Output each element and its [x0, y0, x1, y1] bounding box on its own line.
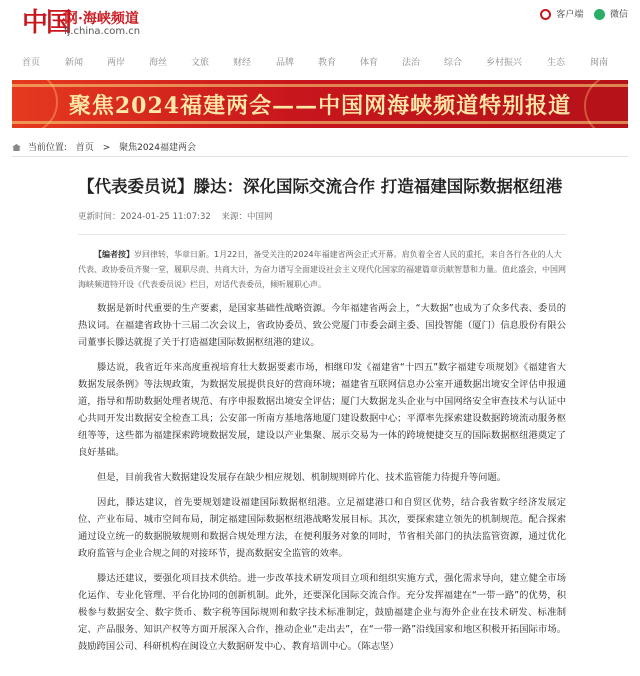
editor-note: [78, 247, 566, 292]
nav-item-ecology[interactable]: 生态: [547, 58, 566, 68]
article-body: [78, 300, 566, 655]
wechat-link[interactable]: [594, 7, 628, 20]
nav-item-maritime-silk[interactable]: 海丝: [149, 58, 168, 68]
site-url: fj.china.com.cn: [64, 26, 141, 37]
divider: [12, 156, 628, 157]
article-title: 【代表委员说】滕达：深化国际交流合作 打造福建国际数据枢纽港: [78, 177, 563, 196]
banner-stripe-top: [12, 84, 628, 87]
wechat-label: 微信: [609, 10, 628, 20]
header-links: [532, 7, 628, 20]
home-icon: [12, 144, 21, 151]
client-app-icon: [540, 9, 551, 20]
nav-item-sports[interactable]: 体育: [360, 58, 379, 68]
article-paragraph: 数据是新时代重要的生产要素，是国家基础性战略资源。今年福建省两会上，“大数据”也成为了众多代表、委员的热议词。在福建省政协十三届二次会议上，省政协委员、致公党厦门市委会副主委、国投智能（厦门）信息股份有限公司董事长滕达就提了关于打造福建国际数据枢纽港的建议。: [78, 303, 566, 348]
breadcrumb-home-link[interactable]: 首页: [75, 143, 94, 153]
breadcrumb-separator: >: [102, 143, 111, 153]
article-paragraph: 滕达说，我省近年来高度重视培育壮大数据要素市场，相继印发《福建省“十四五”数字福建专项规划》《福建省大数据发展条例》等法规政策，为数据发展提供良好的营商环境；福建省互联网信息办公室开通数据出境安全评估申报通道，指导和帮助数据处理者规范、有序申报数据出境安全评估；厦门大数据龙头企业与中国网络安全审查技术与认证中心共同开发出数据安全检查工具；公安部一所南方基地落地厦门建设数据中心；平潭率先探索建设数据跨境流动服务枢纽等等，这些都为福建探索跨境数据发展，建设以产业集聚、展示交易为一体的跨境便捷交互的国际数据枢纽港奠定了良好基础。: [78, 362, 566, 458]
client-link[interactable]: [540, 7, 583, 20]
breadcrumb-label: 当前位置:: [27, 143, 67, 153]
nav-item-news[interactable]: 新闻: [65, 58, 84, 68]
article-meta: [78, 210, 566, 222]
main-nav: [0, 50, 640, 70]
nav-item-general[interactable]: 综合: [444, 58, 463, 68]
nav-item-brand[interactable]: 品牌: [276, 58, 295, 68]
site-name[interactable]: 网·海峡频道: [64, 11, 139, 27]
wechat-icon: [594, 9, 605, 20]
nav-item-finance[interactable]: 财经: [233, 58, 252, 68]
publish-time: 更新时间：2024-01-25 11:07:32: [78, 212, 211, 222]
breadcrumb-current[interactable]: 聚焦2024福建两会: [119, 143, 197, 153]
article-paragraph: 因此，滕达建议，首先要规划建设福建国际数据枢纽港。立足福建港口和自贸区优势，结合我省数字经济发展定位、产业布局、城市空间布局，制定福建国际数据枢纽港战略发展目标。其次，要探索建立领先的机制规范。配合探索通过设立统一的数据脱敏规则和数据合规处理方法，在便利服务对象的同时，节省相关部门的执法监管资源，通过优化政府监管与企业合规之间的对接环节，提高数据安全监管的效率。: [78, 497, 566, 559]
site-header: [0, 0, 640, 44]
special-report-banner[interactable]: [12, 80, 628, 128]
nav-item-education[interactable]: 教育: [318, 58, 337, 68]
nav-item-law[interactable]: 法治: [402, 58, 421, 68]
nav-item-culture-travel[interactable]: 文旅: [191, 58, 210, 68]
banner-stripe-bottom: [12, 121, 628, 124]
divider: [78, 234, 566, 235]
site-logo[interactable]: 中国: [22, 8, 71, 38]
editor-note-text: 岁回律转，华章日新。1月22日，备受关注的2024年福建省两会正式开幕。肩负着全省人民的重托，来自各行各业的人大代表、政协委员齐聚一堂，履职尽责、共商大计，为奋力谱写全面建设社会主义现代化国家的福建篇章贡献智慧和力量。值此盛会，中国网海峡频道特开设《代表委员说》栏目，对话代表委员，倾听履职心声。: [78, 250, 566, 289]
client-label: 客户端: [556, 10, 584, 20]
nav-item-cross-strait[interactable]: 两岸: [107, 58, 126, 68]
article: [78, 162, 566, 655]
article-paragraph: 但是，目前我省大数据建设发展存在缺少相应规划、机制规则碎片化、技术监管能力待提升等问题。: [97, 472, 507, 483]
nav-item-minnan[interactable]: 闽南: [590, 58, 609, 68]
article-paragraph: 滕达还建议，要强化项目技术供给。进一步改革技术研发项目立项和组织实施方式，强化需求导向，建立健全市场化运作、专业化管理、平台化协同的创新机制。此外，还要深化国际交流合作。充分发挥福建在“一带一路”的优势，积极参与数据安全、数字货币、数字税等国际规则和数字技术标准制定，鼓励福建企业与海外企业在技术研发、标准制定、产品服务、知识产权等方面开展深入合作，推动企业“走出去”，在“一带一路”沿线国家和地区积极开拓国际市场。鼓励跨国公司、科研机构在闽设立大数据研发中心、教育培训中心。（陈志坚）: [78, 573, 566, 652]
article-source: 来源：中国网: [221, 212, 273, 222]
nav-item-rural[interactable]: 乡村振兴: [486, 58, 523, 68]
nav-item-home[interactable]: 首页: [22, 58, 41, 68]
editor-note-label: 【编者按】: [94, 250, 134, 259]
banner-title: 聚焦2024福建两会——中国网海峡频道特别报道: [68, 93, 572, 119]
breadcrumb: [12, 140, 202, 153]
